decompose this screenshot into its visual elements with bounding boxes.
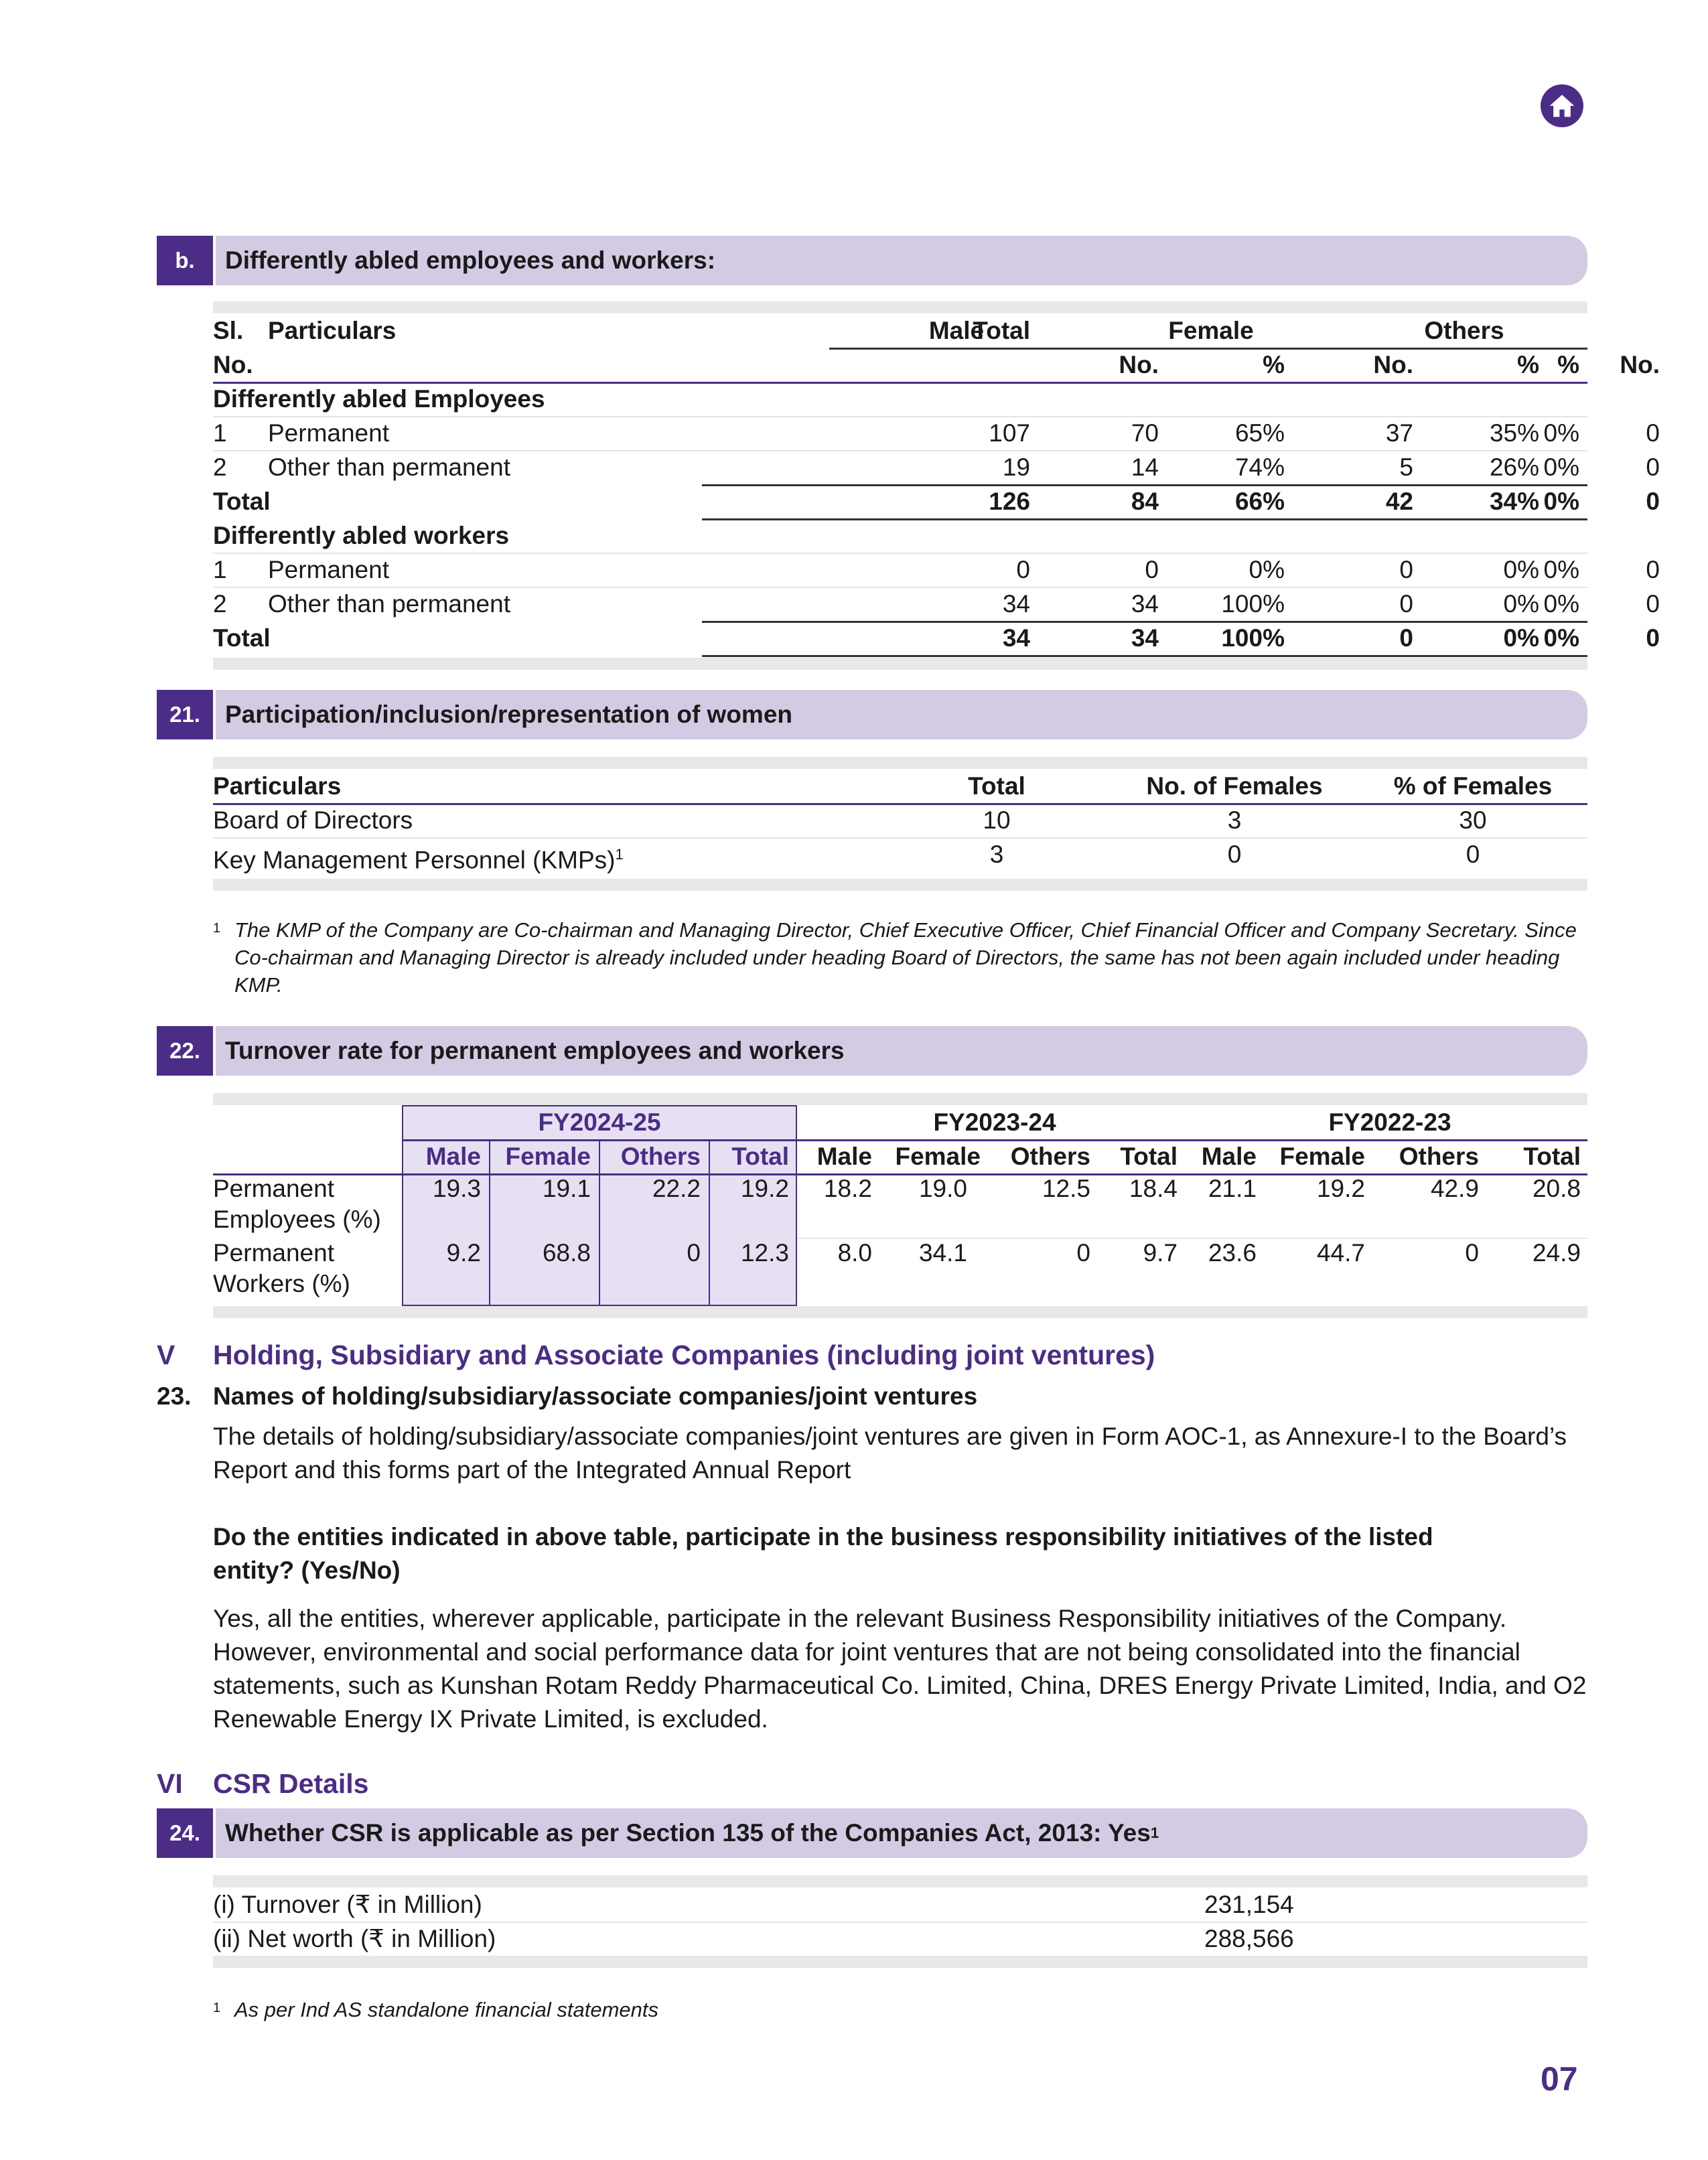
table-row-total [213,484,1660,518]
cell-females: 3 [1227,806,1242,834]
sub-no: No. [1119,351,1159,378]
table-row [213,1887,1587,1922]
row-label-line1: Permanent [213,1175,334,1202]
cell-value: 23.6 [1208,1239,1257,1267]
table-header [213,769,1587,803]
cell-others-pct: 0% [1543,419,1579,447]
group-employees: Differently abled Employees [213,385,545,413]
sub-others: Others [1010,1143,1090,1170]
divider [213,879,1587,891]
divider [213,757,1587,769]
sub-no: No. [1620,351,1660,378]
table-row-total [213,621,1660,655]
sub-female: Female [895,1143,981,1170]
cell-value: 19.3 [432,1175,481,1202]
sub-pct: % [1557,351,1579,378]
cell-female-pct: 26% [1489,453,1539,481]
cell-sl: 1 [213,556,227,583]
differently-abled-table [213,313,1660,655]
paragraph-aoc: The details of holding/subsidiary/associate companies/joint ventures are given in Form AOC-1, as Annexure-I to the Board’s Report and this forms part of the Integrated Annual Report [213,1423,1567,1484]
year-fy2024-25: FY2024-25 [538,1108,661,1136]
year-fy2022-23: FY2022-23 [1328,1108,1451,1136]
cell-value: 34.1 [918,1239,967,1267]
csr-question: Whether CSR is applicable as per Section 135 of the Companies Act, 2013: Yes [225,1819,1151,1847]
divider [213,1093,1587,1105]
row-label-line2: Workers (%) [213,1270,350,1297]
cell-label: (i) Turnover (₹ in Million) [213,1891,482,1918]
home-button[interactable] [1541,84,1583,127]
cell-total: 34 [1002,624,1030,652]
sub-female: Female [505,1143,591,1170]
cell-male-no: 34 [1131,590,1159,618]
cell-value: 9.7 [1143,1239,1178,1267]
section-number: 24. [157,1808,213,1858]
cell-value: 44.7 [1316,1239,1365,1267]
sub-male: Male [816,1143,872,1170]
sub-total: Total [731,1143,789,1170]
section-v-title: Holding, Subsidiary and Associate Companies (including joint ventures) [213,1340,1155,1370]
cell-sl: 2 [213,453,227,481]
cell-male-no: 14 [1131,453,1159,481]
col-particulars: Particulars [213,772,342,800]
section-title [216,1808,1587,1858]
cell-pct: 30 [1459,806,1487,834]
cell-label [213,837,624,874]
row-label-line2: Employees (%) [213,1206,381,1233]
divider [213,1306,1587,1318]
col-others: Others [1424,317,1504,344]
section-22-header [157,1026,1587,1076]
cell-label: Total [213,488,271,515]
col-no: No. [213,351,253,378]
sub-male: Male [425,1143,481,1170]
cell-value: 22.2 [652,1175,701,1202]
table-row [213,1922,1587,1956]
sub-male: Male [1201,1143,1257,1170]
cell-total: 19 [1002,453,1030,481]
cell-male-pct: 74% [1234,453,1285,481]
cell-others-no: 0 [1646,488,1660,515]
cell-total: 3 [989,841,1004,868]
table-row [213,587,1660,621]
question-title: Names of holding/subsidiary/associate companies/joint ventures [213,1382,978,1410]
divider [213,1956,1587,1968]
page-number: 07 [1541,2060,1578,2098]
cell-female-no: 0 [1399,624,1413,652]
home-icon [1547,91,1577,121]
cell-others-no: 0 [1646,453,1660,481]
csr-table [213,1887,1587,1956]
table-row [213,1238,1587,1302]
col-total: Total [968,772,1025,800]
divider [213,658,1587,670]
cell-others-no: 0 [1646,419,1660,447]
cell-female-no: 0 [1399,590,1413,618]
cell-female-no: 42 [1385,488,1413,515]
table-subheader [213,348,1660,382]
cell-value: 0 [1465,1239,1479,1267]
section-number: b. [157,236,213,285]
col-females: No. of Females [1146,772,1323,800]
cell-label: Board of Directors [213,806,413,834]
cell-others-pct: 0% [1543,624,1579,652]
year-fy2023-24: FY2023-24 [933,1108,1056,1136]
footnote-ref: 1 [615,846,624,863]
cell-others-pct: 0% [1543,488,1579,515]
cell-value: 0 [1076,1239,1090,1267]
footnote-mark: 1 [213,921,221,936]
cell-female-no: 0 [1399,556,1413,583]
sub-others: Others [1399,1143,1479,1170]
sub-female: Female [1279,1143,1365,1170]
footnote-text: As per Ind AS standalone financial statements [234,1998,659,2021]
section-21-header [157,690,1587,739]
cell-label: Total [213,624,271,652]
table-row [213,1173,1587,1238]
sub-pct: % [1263,351,1285,378]
question-participation: Do the entities indicated in above table, participate in the business responsibility initiatives of the listed entity? (Yes/No) [213,1523,1433,1584]
cell-others-no: 0 [1646,624,1660,652]
cell-total: 34 [1002,590,1030,618]
cell-others-no: 0 [1646,590,1660,618]
divider [213,301,1587,313]
cell-value: 68.8 [542,1239,591,1267]
section-title: Participation/inclusion/representation of women [216,690,1587,739]
question-number: 23. [157,1382,192,1410]
cell-male-pct: 100% [1221,590,1285,618]
section-title: Differently abled employees and workers: [216,236,1587,285]
table-row [213,416,1660,450]
cell-male-no: 84 [1131,488,1159,515]
cell-female-pct: 0% [1503,624,1539,652]
cell-label: Other than permanent [268,453,510,481]
cell-label: Other than permanent [268,590,510,618]
table-row [213,450,1660,484]
sub-pct: % [1517,351,1539,378]
cell-label: Permanent [268,556,389,583]
cell-value: 0 [687,1239,701,1267]
cell-others-no: 0 [1646,556,1660,583]
cell-value: 8.0 [837,1239,872,1267]
group-label [213,518,1587,553]
footnote [213,916,1587,999]
cell-male-pct: 0% [1249,556,1285,583]
cell-total: 10 [983,806,1011,834]
col-particulars: Particulars [268,317,397,344]
sub-no: No. [1373,351,1413,378]
row-label-line1: Permanent [213,1239,334,1267]
group-workers: Differently abled workers [213,522,510,549]
col-pct-females: % of Females [1393,772,1553,800]
col-male: Male [928,317,985,344]
cell-pct: 0 [1466,841,1480,868]
cell-male-pct: 66% [1234,488,1285,515]
table-header [213,313,1587,348]
cell-male-pct: 65% [1234,419,1285,447]
cell-females: 0 [1227,841,1242,868]
cell-female-pct: 35% [1489,419,1539,447]
section-vi-title: CSR Details [213,1768,369,1799]
cell-male-no: 70 [1131,419,1159,447]
section-24-header [157,1808,1587,1858]
section-roman-vi: VI [157,1768,183,1799]
turnover-table [213,1105,1587,1306]
cell-value: 42.9 [1430,1175,1479,1202]
answer-participation: Yes, all the entities, wherever applicable, participate in the relevant Business Responsibility initiatives of the Company. However, environmental and social performance data for joint ventures that are not being consolidated into the financial statements, such as Kunshan Rotam Reddy Pharmaceutical Co. Limited, China, DRES Energy Private Limited, India, and O2 Renewable Energy IX Private Limited, is excluded. [213,1605,1587,1733]
cell-value: 231,154 [1204,1891,1294,1918]
table-row [213,803,1587,837]
footnote-ref: 1 [1150,1824,1159,1841]
divider [213,1875,1587,1887]
cell-label: (ii) Net worth (₹ in Million) [213,1925,496,1952]
col-total: Total [973,317,1030,344]
cell-others-pct: 0% [1543,590,1579,618]
cell-value: 18.4 [1129,1175,1178,1202]
section-title: Turnover rate for permanent employees and workers [216,1026,1587,1076]
row-label [213,1238,350,1299]
cell-value: 19.1 [542,1175,591,1202]
section-b-header [157,236,1587,285]
col-sl: Sl. [213,317,244,344]
cell-male-no: 0 [1145,556,1159,583]
section-number: 21. [157,690,213,739]
cell-total: 107 [989,419,1030,447]
cell-sl: 2 [213,590,227,618]
group-label [213,382,1587,416]
section-number: 22. [157,1026,213,1076]
sub-others: Others [620,1143,701,1170]
cell-label: Permanent [268,419,389,447]
year-header [213,1105,1587,1139]
cell-others-pct: 0% [1543,556,1579,583]
women-representation-table [213,769,1587,874]
cell-value: 288,566 [1204,1925,1294,1952]
cell-total: 126 [989,488,1030,515]
section-roman-v: V [157,1340,175,1370]
cell-female-pct: 0% [1503,590,1539,618]
cell-value: 20.8 [1532,1175,1581,1202]
footnote [213,1996,1587,2023]
cell-female-pct: 34% [1489,488,1539,515]
row-label [213,1173,381,1235]
cell-male-pct: 100% [1221,624,1285,652]
cell-female-pct: 0% [1503,556,1539,583]
cell-value: 19.2 [740,1175,789,1202]
cell-female-no: 5 [1399,453,1413,481]
cell-total: 0 [1016,556,1030,583]
sub-total: Total [1120,1143,1178,1170]
cell-male-no: 34 [1131,624,1159,652]
footnote-mark: 1 [213,2001,221,2015]
cell-sl: 1 [213,419,227,447]
table-row [213,553,1660,587]
sub-total: Total [1523,1143,1581,1170]
cell-female-no: 37 [1385,419,1413,447]
footnote-text: The KMP of the Company are Co-chairman and Managing Director, Chief Executive Officer, Chief Financial Officer and Company Secretary. Since Co-chairman and Managing Director is already included under heading Board of Directors, the same has not been again included under heading KMP. [234,918,1577,997]
cell-value: 21.1 [1208,1175,1257,1202]
cell-others-pct: 0% [1543,453,1579,481]
sub-header [213,1139,1587,1173]
cell-value: 12.5 [1042,1175,1090,1202]
cell-value: 9.2 [446,1239,481,1267]
cell-value: 12.3 [740,1239,789,1267]
col-female: Female [1168,317,1254,344]
cell-value: 18.2 [823,1175,872,1202]
cell-value: 19.0 [918,1175,967,1202]
table-row [213,837,1587,874]
cell-value: 24.9 [1532,1239,1581,1267]
cell-value: 19.2 [1316,1175,1365,1202]
kmp-label: Key Management Personnel (KMPs) [213,846,616,874]
